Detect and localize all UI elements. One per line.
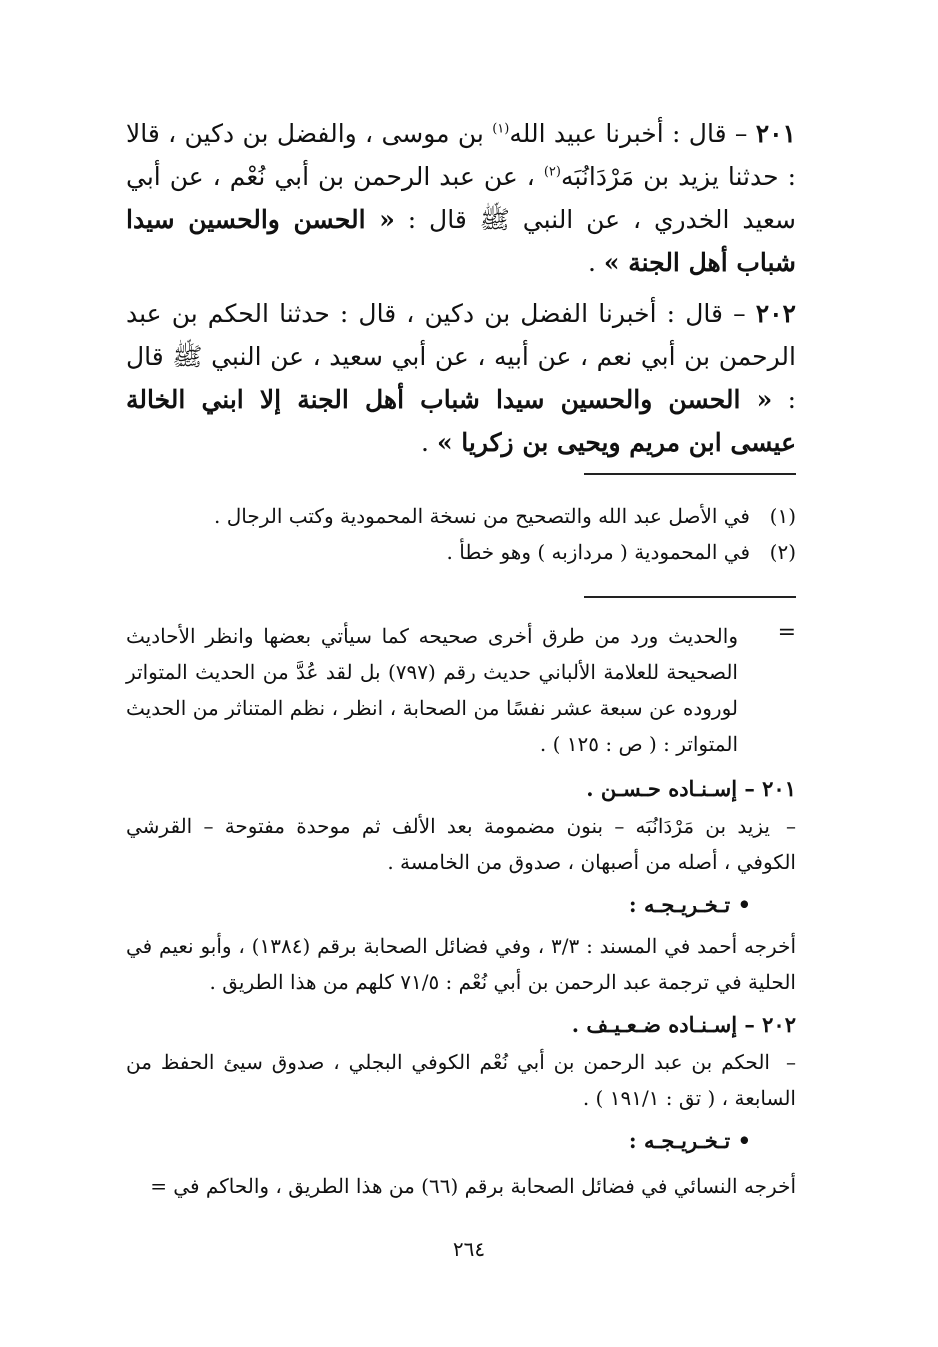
takhrij-heading-1 bbox=[126, 886, 796, 924]
narrator-text: الحكم بن عبد الرحمن بن أبي نُعْم الكوفي البجلي ، صدوق سيئ الحفظ من السابعة ، ( تق : ١٩١/١ ) . bbox=[126, 1050, 796, 1110]
commentary-paragraph: والحديث ورد من طرق أخرى صحيحه كما سيأتي بعضها وانظر الأحاديث الصحيحة للعلامة الألباني حديث رقم (٧٩٧) بل لقد عُدَّ من الحديث المتواتر لوروده عن سبعة عشر نفسًا من الصحابة ، انظر ، نظم المتناثر من الحديث المتواتر : ( ص : ١٢٥ ) . bbox=[126, 624, 738, 756]
footnotes bbox=[126, 498, 796, 570]
footnote bbox=[126, 498, 796, 534]
footnote-text: في الأصل عبد الله والتصحيح من نسخة المحمودية وكتب الرجال . bbox=[214, 504, 750, 528]
hadith-text: بن موسى ، والفضل بن دكين ، قالا : حدثنا يزيد بن مَرْدَانُبَه bbox=[126, 119, 796, 191]
dash-icon: – bbox=[786, 1050, 796, 1074]
continuation-mark: = bbox=[777, 620, 796, 645]
page-number: ٢٦٤ bbox=[452, 1237, 486, 1261]
narrator-note-201 bbox=[126, 808, 796, 880]
takhrij-label: تـخـريـجـه : bbox=[628, 892, 731, 917]
footnote-number: (٢) bbox=[769, 540, 796, 564]
hadith-end: . bbox=[588, 248, 604, 277]
commentary-intro bbox=[126, 618, 738, 762]
hadith-matn: « الحسن والحسين سيدا شباب أهل الجنة » bbox=[126, 205, 796, 277]
hadith-text: – قال : أخبرنا الفضل بن دكين ، قال : حدثنا الحكم بن عبد الرحمن بن أبي نعم ، عن أبيه ، عن أبي سعيد ، عن النبي ﷺ قال : bbox=[126, 299, 796, 414]
footnote bbox=[126, 534, 796, 570]
hadith-text: – قال : أخبرنا عبيد الله bbox=[509, 119, 748, 148]
takhrij-paragraph-1: أخرجه أحمد في المسند : ٣/٣ ، وفي فضائل الصحابة برقم (١٣٨٤) ، وأبو نعيم في الحلية في ترجمة عبد الرحمن بن أبي نُعْم : ٧١/٥ كلهم من هذا الطريق . bbox=[126, 934, 797, 994]
takhrij-heading-2 bbox=[126, 1122, 796, 1160]
takhrij-label: تـخـريـجـه : bbox=[628, 1128, 731, 1153]
isnad-heading-202: ٢٠٢ – إسـنـاده ضـعـيـف . bbox=[571, 1012, 796, 1037]
narrator-note-202 bbox=[126, 1044, 796, 1116]
bullet-icon: • bbox=[737, 892, 751, 917]
footnote-number: (١) bbox=[769, 504, 796, 528]
takhrij-paragraph-2: أخرجه النسائي في فضائل الصحابة برقم (٦٦) من هذا الطريق ، والحاكم في = bbox=[150, 1174, 796, 1198]
dash-icon: – bbox=[786, 814, 796, 838]
hadith-matn: « الحسن والحسين سيدا شباب أهل الجنة إلا ابني الخالة عيسى ابن مريم ويحيى بن زكريا » bbox=[126, 385, 796, 457]
hadith-end: . bbox=[421, 428, 437, 457]
hadith-text: ، عن عبد الرحمن بن أبي نُعْم ، عن أبي سعيد الخدري ، عن النبي ﷺ قال : bbox=[126, 162, 796, 234]
hadith-number: ٢٠١ bbox=[755, 119, 796, 148]
main-text bbox=[126, 112, 796, 472]
footnote-ref: (١) bbox=[492, 121, 510, 137]
commentary-body bbox=[126, 770, 796, 1204]
hadith-number: ٢٠٢ bbox=[755, 299, 796, 328]
bullet-icon: • bbox=[737, 1128, 751, 1153]
footnote-ref: (٢) bbox=[543, 164, 561, 180]
footnote-divider bbox=[584, 473, 796, 475]
footnote-text: في المحمودية ( مردازبه ) وهو خطأ . bbox=[446, 540, 750, 564]
hadith-201 bbox=[126, 112, 796, 284]
hadith-202 bbox=[126, 292, 796, 464]
isnad-heading-201: ٢٠١ – إسـنـاده حـسـن . bbox=[586, 776, 796, 801]
commentary-divider bbox=[584, 596, 796, 598]
narrator-text: يزيد بن مَرْدَانُبَه – بنون مضمومة بعد الألف ثم موحدة مفتوحة – القرشي الكوفي ، أصله من أصبهان ، صدوق من الخامسة . bbox=[126, 814, 796, 874]
